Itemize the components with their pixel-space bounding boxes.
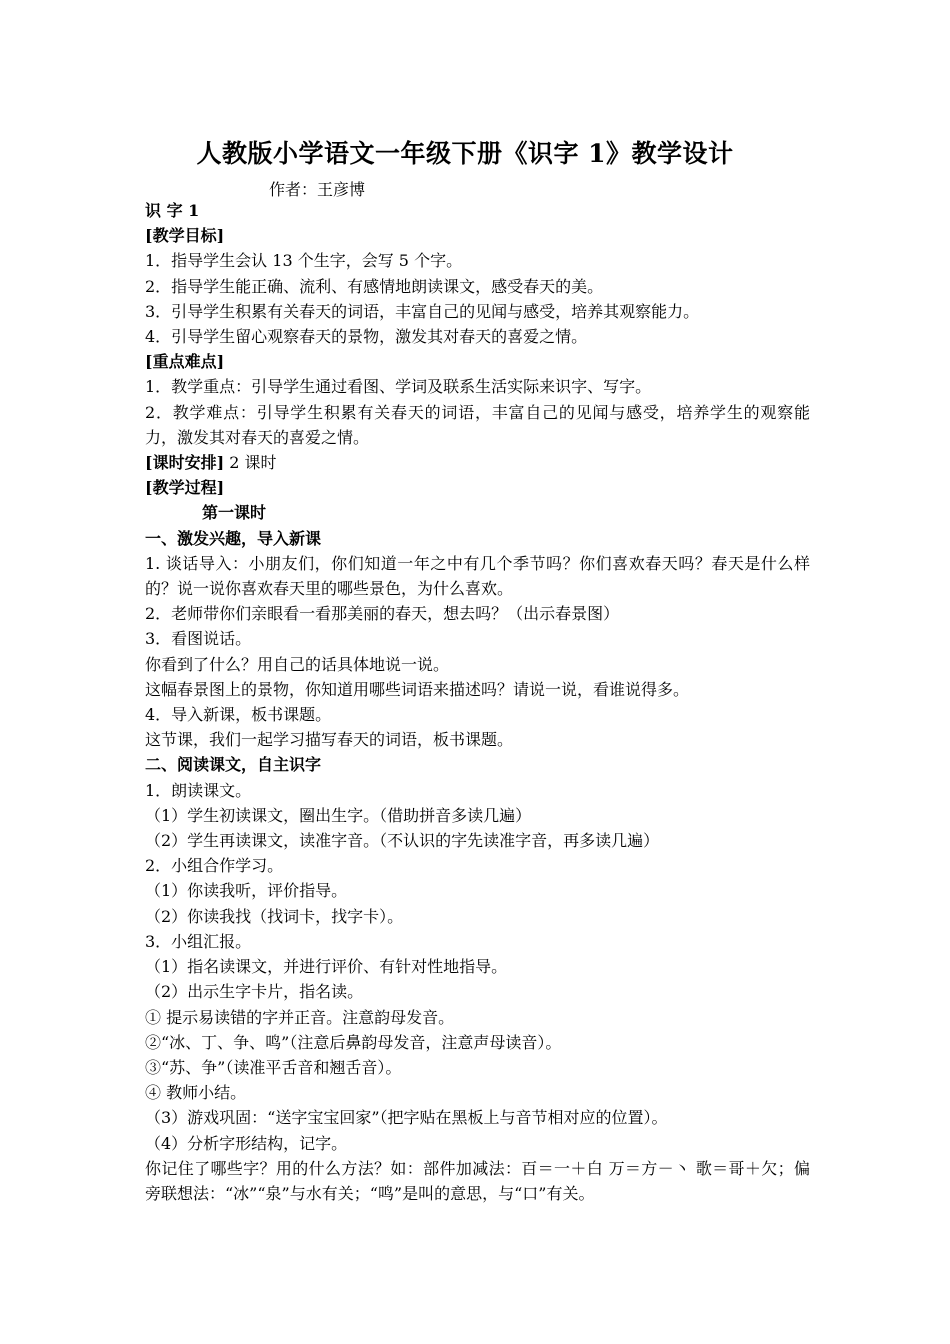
paragraph-line (145, 677, 810, 702)
heading-text: [教学过程] (145, 478, 225, 498)
paragraph-line (145, 1005, 810, 1030)
heading-text: 识 字 1 (145, 201, 200, 220)
body-text: 3．小组汇报。 (145, 931, 252, 951)
body-text: 1．朗读课文。 (145, 780, 252, 800)
paragraph-line (145, 1080, 810, 1105)
heading-text: 一、激发兴趣，导入新课 (145, 528, 322, 548)
body-text: 1．指导学生会认 13 个生字，会写 5 个字。 (145, 251, 463, 271)
body-text: 2．老师带你们亲眼看一看那美丽的春天，想去吗？（出示春景图） (145, 604, 620, 624)
body-text: 4．导入新课，板书课题。 (145, 705, 332, 725)
paragraph-line (145, 702, 810, 727)
paragraph-line (145, 828, 810, 853)
body-text: （2）出示生字卡片，指名读。 (145, 982, 364, 1002)
paragraph-line (145, 374, 810, 399)
body-text: 2．教学难点：引导学生积累有关春天的词语，丰富自己的见闻与感受，培养学生的观察能力，激发其对春天的喜爱之情。 (145, 402, 810, 447)
paragraph-line (145, 1156, 810, 1206)
body-text: 2．指导学生能正确、流利、有感情地朗读课文，感受春天的美。 (145, 276, 604, 296)
body-text: 你看到了什么？用自己的话具体地说一说。 (145, 654, 450, 674)
paragraph-line (145, 450, 810, 475)
body-text: ① 提示易读错的字并正音。注意韵母发音。 (145, 1007, 455, 1027)
paragraph-line (145, 324, 810, 349)
paragraph-line (145, 853, 810, 878)
paragraph-line (145, 475, 810, 500)
paragraph-line (145, 979, 810, 1004)
body-text: ③“苏、争”（读准平舌音和翘舌音）。 (145, 1057, 402, 1077)
body-text: 3．看图说话。 (145, 629, 252, 649)
heading-text: [教学目标] (145, 226, 225, 246)
heading-text: [课时安排] (145, 453, 225, 473)
body-text: 这幅春景图上的景物，你知道用哪些词语来描述吗？请说一说，看谁说得多。 (145, 679, 690, 699)
heading-text: 第一课时 (202, 503, 267, 523)
body-text: ②“冰、丁、争、鸣”（注意后鼻韵母发音，注意声母读音）。 (145, 1032, 562, 1052)
body-text: （4）分析字形结构，记字。 (145, 1133, 348, 1153)
paragraph-line (145, 929, 810, 954)
paragraph-line (145, 727, 810, 752)
paragraph-line (145, 1055, 810, 1080)
paragraph-line (145, 1030, 810, 1055)
body-text: 你记住了哪些字？用的什么方法？如：部件加减法：百＝一＋白 万＝方－丶 歌＝哥＋欠；偏旁联想法：“冰”“泉”与水有关；“鸣”是叫的意思，与“口”有关。 (145, 1158, 810, 1203)
paragraph-line (145, 248, 810, 273)
paragraph-line (145, 778, 810, 803)
paragraph-line (145, 878, 810, 903)
paragraph-line (145, 601, 810, 626)
body-text: （1）学生初读课文，圈出生字。（借助拼音多读几遍） (145, 805, 532, 825)
paragraph-line (145, 652, 810, 677)
paragraph-line (145, 752, 810, 777)
paragraph-line (145, 400, 810, 450)
paragraph-line (145, 198, 810, 223)
paragraph-line (145, 1105, 810, 1130)
paragraph-line (145, 349, 810, 374)
document-author: 作者：王彦博 (269, 180, 366, 199)
body-text: 这节课，我们一起学习描写春天的词语，板书课题。 (145, 730, 514, 750)
body-text: （1）指名读课文，并进行评价、有针对性地指导。 (145, 957, 508, 977)
document-title: 人教版小学语文一年级下册《识字 1》教学设计 (196, 139, 734, 168)
paragraph-line (145, 500, 810, 525)
body-text: 3．引导学生积累有关春天的词语，丰富自己的见闻与感受，培养其观察能力。 (145, 301, 700, 321)
paragraph-line (145, 551, 810, 601)
body-text: 2．小组合作学习。 (145, 856, 284, 876)
body-text: 2 课时 (224, 453, 277, 473)
body-text: （2）你读我找（找词卡，找字卡）。 (145, 906, 404, 926)
paragraph-line (145, 1131, 810, 1156)
body-text: 4．引导学生留心观察春天的景物，激发其对春天的喜爱之情。 (145, 327, 588, 347)
document-body (145, 198, 810, 1206)
body-text: （1）你读我听，评价指导。 (145, 881, 348, 901)
body-text: 1. 谈话导入：小朋友们，你们知道一年之中有几个季节吗？你们喜欢春天吗？春天是什么样的？说一说你喜欢春天里的哪些景色，为什么喜欢。 (145, 553, 810, 599)
body-text: 1．教学重点：引导学生通过看图、学词及联系生活实际来识字、写字。 (145, 377, 652, 397)
body-text: （3）游戏巩固：“送字宝宝回家”（把字贴在黑板上与音节相对应的位置）。 (145, 1108, 668, 1128)
heading-text: 二、阅读课文，自主识字 (145, 755, 322, 775)
paragraph-line (145, 299, 810, 324)
heading-text: [重点难点] (145, 352, 225, 372)
paragraph-line (145, 904, 810, 929)
body-text: ④ 教师小结。 (145, 1083, 247, 1103)
paragraph-line (145, 223, 810, 248)
paragraph-line (145, 626, 810, 651)
paragraph-line (145, 803, 810, 828)
body-text: （2）学生再读课文，读准字音。（不认识的字先读准字音，再多读几遍） (145, 831, 660, 851)
paragraph-line (145, 274, 810, 299)
paragraph-line (145, 526, 810, 551)
paragraph-line (145, 954, 810, 979)
